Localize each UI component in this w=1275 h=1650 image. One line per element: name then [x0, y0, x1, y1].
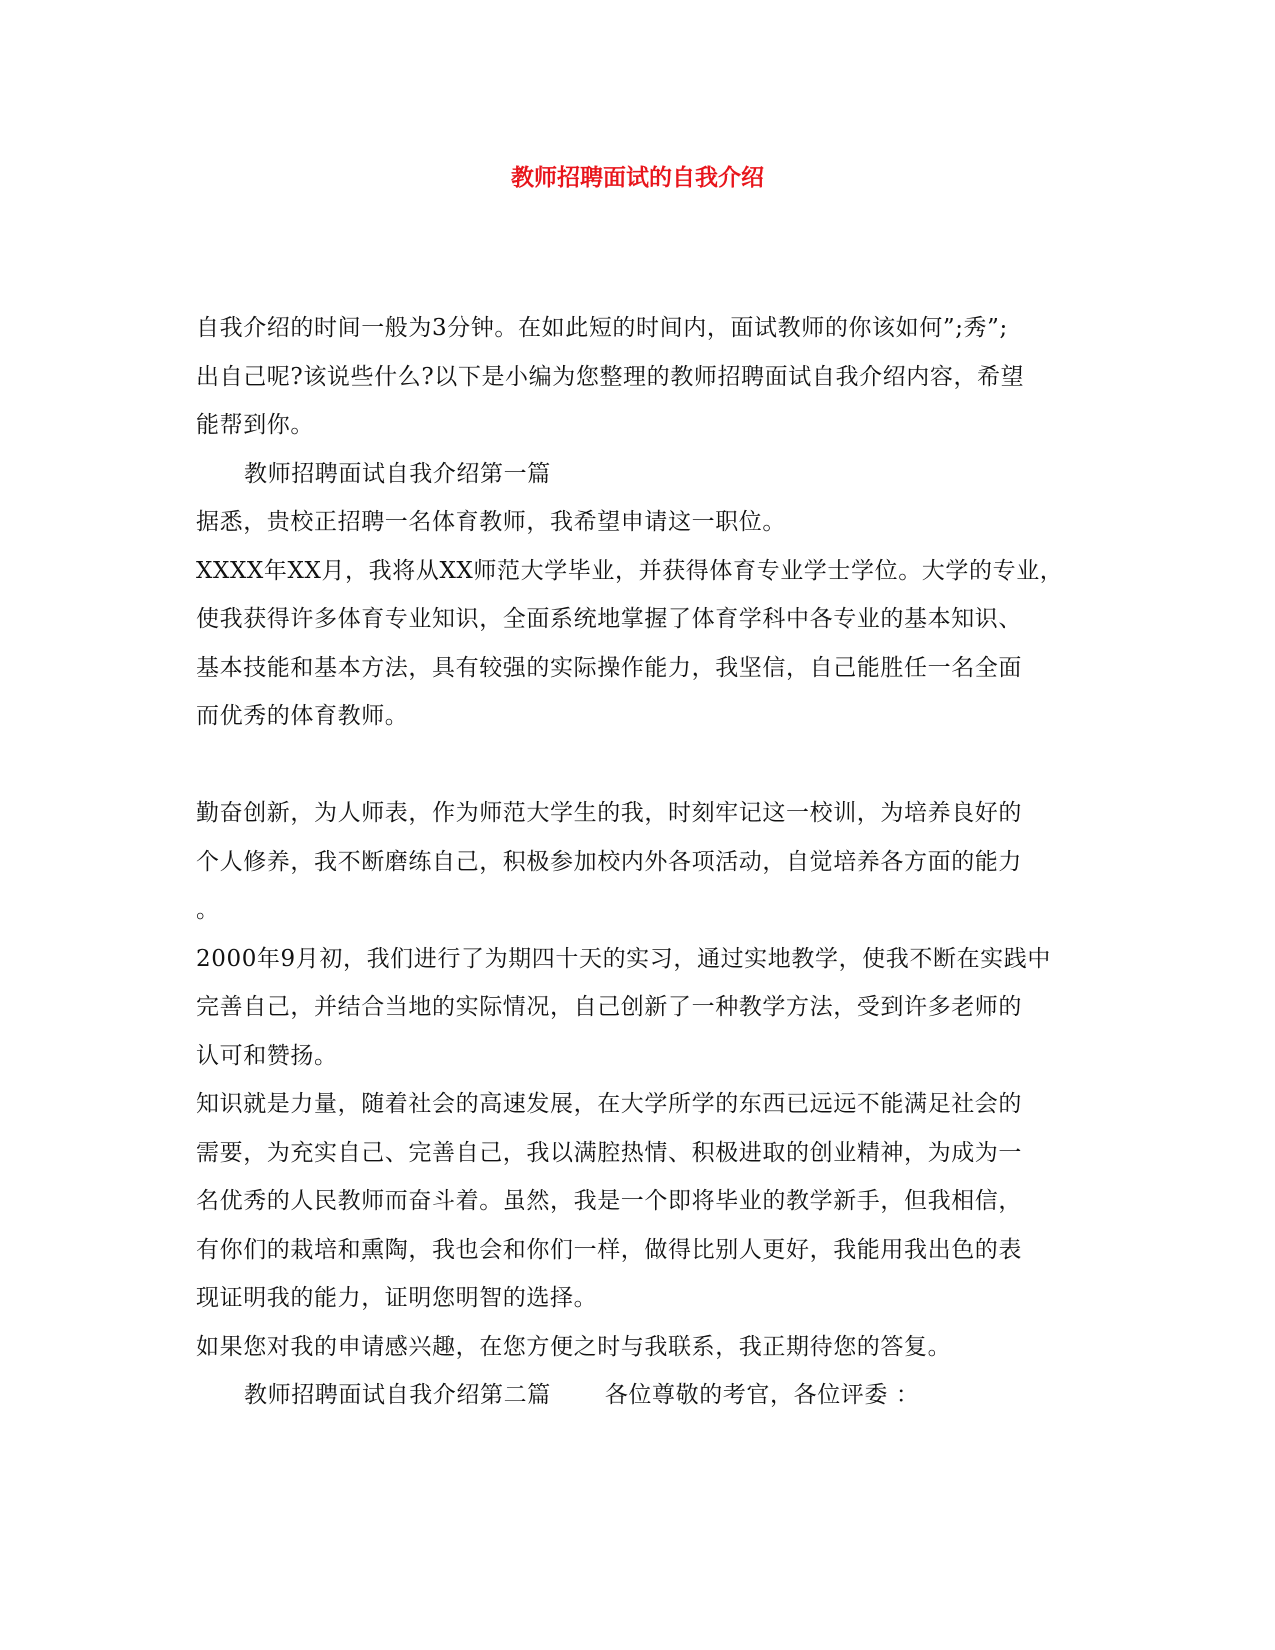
paragraph-line: 而优秀的体育教师。 — [196, 703, 409, 729]
paragraph-line: 知识就是力量，随着社会的高速发展，在大学所学的东西已远远不能满足社会的 — [196, 1091, 1022, 1117]
paragraph-line: 使我获得许多体育专业知识，全面系统地掌握了体育学科中各专业的基本知识、 — [196, 606, 1022, 632]
paragraph-line: 。 — [196, 897, 220, 923]
paragraph-line: 个人修养，我不断磨练自己，积极参加校内外各项活动，自觉培养各方面的能力 — [196, 848, 1022, 875]
section-2-opening: 各位尊敬的考官，各位评委 ： — [604, 1382, 920, 1408]
paragraph-line: 名优秀的人民教师而奋斗着。虽然，我是一个即将毕业的教学新手，但我相信， — [196, 1188, 1022, 1214]
document-body — [196, 304, 1096, 1420]
section-heading-2: 教师招聘面试自我介绍第二篇 — [244, 1382, 551, 1408]
paragraph-line: 完善自己，并结合当地的实际情况，自己创新了一种教学方法，受到许多老师的 — [196, 994, 1022, 1020]
paragraph-line: 如果您对我的申请感兴趣，在您方便之时与我联系，我正期待您的答复。 — [196, 1333, 952, 1360]
paragraph-line: 有你们的栽培和熏陶，我也会和你们一样，做得比别人更好，我能用我出色的表 — [196, 1236, 1022, 1263]
paragraph-line: 2000年9月初，我们进行了为期四十天的实习，通过实地教学，使我不断在实践中 — [196, 945, 1051, 972]
document-title: 教师招聘面试的自我介绍 — [511, 165, 764, 191]
paragraph-line: 据悉，贵校正招聘一名体育教师，我希望申请这一职位。 — [196, 509, 786, 535]
paragraph-line: 需要，为充实自己、完善自己，我以满腔热情、积极进取的创业精神，为成为一 — [196, 1139, 1022, 1166]
intro-line: 自我介绍的时间一般为3分钟。在如此短的时间内，面试教师的你该如何”;秀”; — [196, 315, 1008, 341]
intro-line: 能帮到你。 — [196, 412, 314, 438]
section-heading-2-line — [196, 1371, 1096, 1420]
paragraph-line: 勤奋创新，为人师表，作为师范大学生的我，时刻牢记这一校训，为培养良好的 — [196, 800, 1022, 826]
section-heading-1: 教师招聘面试自我介绍第一篇 — [244, 460, 551, 487]
intro-line: 出自己呢?该说些什么?以下是小编为您整理的教师招聘面试自我介绍内容，希望 — [196, 363, 1025, 390]
paragraph-line: 认可和赞扬。 — [196, 1042, 338, 1069]
paragraph-gap — [196, 741, 1096, 790]
paragraph-line: 基本技能和基本方法，具有较强的实际操作能力，我坚信，自己能胜任一名全面 — [196, 654, 1022, 681]
paragraph-line: XXXX年XX月，我将从XX师范大学毕业，并获得体育专业学士学位。大学的专业， — [196, 557, 1064, 584]
paragraph-line: 现证明我的能力，证明您明智的选择。 — [196, 1285, 598, 1311]
